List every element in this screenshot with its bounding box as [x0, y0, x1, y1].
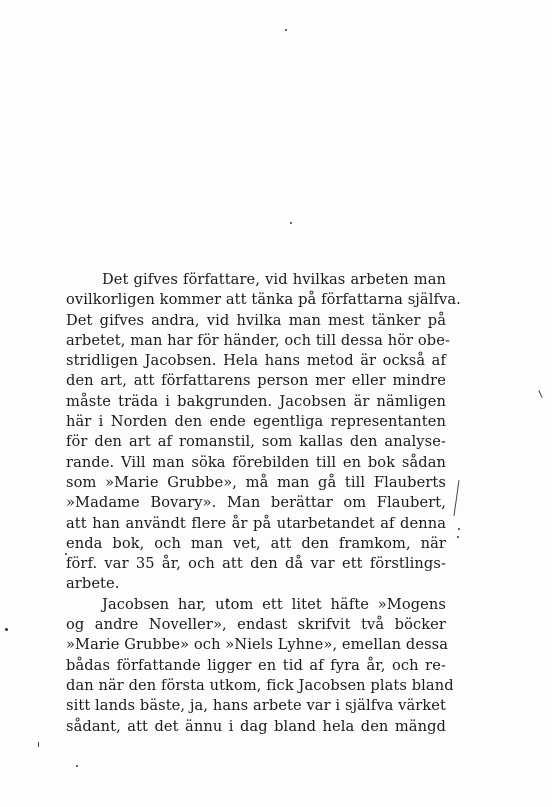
- text-line: förf. var 35 år, och att den då var ett förstlings-: [66, 555, 446, 573]
- ink-speck: [457, 536, 459, 538]
- text-line: ovilkorligen kommer att tänka på författarna själfva.: [66, 291, 461, 309]
- text-line: stridligen Jacobsen. Hela hans metod är också af: [66, 352, 446, 370]
- text-line: »Marie Grubbe» och »Niels Lyhne», emellan dessa: [66, 636, 449, 654]
- ink-speck: [458, 528, 460, 530]
- text-line: som »Marie Grubbe», må man gå till Flauberts: [66, 473, 446, 491]
- text-line: arbetet, man har för händer, och till dessa hör obe-: [66, 331, 451, 349]
- ink-speck: [285, 29, 287, 31]
- text-line: sitt lands bäste, ja, hans arbete var i själfva värket: [66, 697, 446, 715]
- text-line: dan när den första utkom, fick Jacobsen plats bland: [66, 676, 454, 694]
- text-line: »Madame Bovary». Man berättar om Flaubert,: [66, 494, 446, 512]
- text-line: att han användt flere år på utarbetandet af denna: [66, 514, 446, 532]
- body-text: [66, 270, 461, 737]
- text-line: Jacobsen har, utom ett litet häfte »Mogens: [102, 595, 446, 613]
- text-line: måste träda i bakgrunden. Jacobsen är nämligen: [66, 392, 446, 410]
- text-line: enda bok, och man vet, att den framkom, när: [66, 534, 446, 552]
- text-line: rande. Vill man söka förebilden till en bok sådan: [66, 453, 446, 471]
- margin-mark: [38, 742, 39, 747]
- text-line: og andre Noveller», endast skrifvit två böcker: [66, 616, 446, 634]
- ink-speck: [5, 628, 8, 631]
- text-line: bådas författande ligger en tid af fyra år, och re-: [66, 656, 446, 674]
- text-line: Det gifves andra, vid hvilka man mest tänker på: [66, 311, 446, 329]
- paragraph-1: [66, 270, 461, 595]
- text-line: här i Norden den ende egentliga representanten: [66, 413, 446, 431]
- margin-mark: [453, 480, 459, 516]
- text-line: sådant, att det ännu i dag bland hela den mängd: [66, 717, 446, 735]
- text-line: den art, att författarens person mer eller mindre: [66, 372, 446, 390]
- paragraph-2: [66, 595, 454, 737]
- ink-speck: [76, 765, 78, 767]
- text-line: för den art af romanstil, som kallas den analyse-: [66, 433, 446, 451]
- text-line: Det gifves författare, vid hvilkas arbeten man: [102, 271, 446, 288]
- ink-speck: [290, 222, 292, 224]
- text-line: arbete.: [66, 575, 120, 593]
- margin-mark: [538, 390, 542, 398]
